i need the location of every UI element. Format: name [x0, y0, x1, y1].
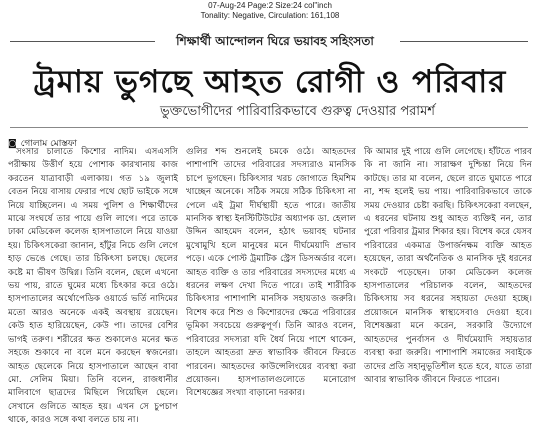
column-text: সংসার চালাতে কিশোর নাদিম। এসএসসি পরীক্ষায় উত্তীর্ণ হয়ে পোশাক কারখানায় কাজ করতেন যাত্রাবাড়ী এলাকায়। গত ১৯ জুলাই বেতন নিয়ে বাসায় ফেরার পথে ছোট ভাইকে সঙ্গে নিয়ে যাচ্ছিলেন। এ সময় পুলিশ ও শিক্ষার্থীদের মাঝে সংঘর্ষে তার পায়ে গুলি লাগে। পরে তাকে ঢাকা মেডিকেল কলেজ হাসপাতালে নিয়ে যাওয়া হয়। চিকিৎসকেরা জানান, হাঁটুর নিচে গুলি লেগে হাড় ভেঙে গেছে। তার চিকিৎসা চলছে। ছেলের কষ্টে মা ভীষণ উদ্বিগ্ন। তিনি বলেন, ছেলে এখনো ভয় পায়, রাতে ঘুমের মধ্যে চিৎকার করে ওঠে। হাসপাতালের অর্থোপেডিক ওয়ার্ডে ভর্তি নাদিমের মতো আরও অনেকে একই অবস্থায় রয়েছেন। কেউ হাত হারিয়েছেন, কেউ পা। তাদের বেশির ভাগই তরুণ। শরীরের ক্ষত শুকালেও মনের ক্ষত সহজে শুকাবে না বলে মনে করছেন স্বজনেরা। আহত ছেলেকে নিয়ে হাসপাতালে আছেন বাবা মো. সেলিম মিয়া। তিনি বলেন, রাজধানীর মালিবাগে ছাত্রদের মিছিলে গিয়েছিল ছেলে। সেখানে গুলিতে আহত হয়। এখন সে চুপচাপ থাকে, কারও সঙ্গে কথা বলতে চায় না। [8, 147, 178, 426]
byline-divider [10, 127, 528, 128]
byline-bullet-icon: ◙ [8, 139, 17, 149]
article-kicker: শিক্ষার্থী আন্দোলন ঘিরে ভয়াবহ সহিংসতা [176, 34, 374, 48]
article-headline: ট্রমায় ভুগছে আহত রোগী ও পরিবার [33, 64, 507, 100]
kicker-rule-left [10, 41, 155, 42]
article-column-1 [8, 146, 178, 436]
clipping-date-line: 07-Aug-24 Page:2 Size:24 col"inch [208, 1, 332, 10]
article-column-3 [364, 146, 532, 436]
article-deck: ভুক্তভোগীদের পারিবারিকভাবে গুরুত্ব দেওয়ার পরামর্শ [160, 104, 435, 119]
article-column-2 [186, 146, 356, 436]
clipping-stats-line: Tonality: Negative, Circulation: 161,108 [200, 11, 340, 20]
column-text: গুলির শব্দ শুনলেই চমকে ওঠে। আহতদের পাশাপাশি তাদের পরিবারের সদস্যরাও মানসিক চাপে ভুগছেন। চিকিৎসার খরচ জোগাতে হিমশিম খাচ্ছেন অনেকে। সঠিক সময়ে সঠিক চিকিৎসা না পেলে এই ট্রমা দীর্ঘস্থায়ী হতে পারে। জাতীয় মানসিক স্বাস্থ্য ইনস্টিটিউটের অধ্যাপক ডা. হেলাল উদ্দিন আহমেদ বলেন, হঠাৎ ভয়াবহ ঘটনার মুখোমুখি হলে মানুষের মনে দীর্ঘমেয়াদি প্রভাব পড়ে। একে পোস্ট ট্রমাটিক স্ট্রেস ডিসঅর্ডার বলে। আহত ব্যক্তি ও তার পরিবারের সদস্যদের মধ্যে এ ধরনের লক্ষণ দেখা দিতে পারে। তাই শারীরিক চিকিৎসার পাশাপাশি মানসিক সহায়তাও জরুরি। বিশেষ করে শিশু ও কিশোরদের ক্ষেত্রে পরিবারের ভূমিকা সবচেয়ে গুরুত্বপূর্ণ। তিনি আরও বলেন, পরিবারের সদস্যরা যদি ধৈর্য নিয়ে পাশে থাকেন, তাহলে আহতরা দ্রুত স্বাভাবিক জীবনে ফিরতে পারবেন। আহতদের কাউন্সেলিংয়ের ব্যবস্থা করা প্রয়োজন। হাসপাতালগুলোতে মনোরোগ বিশেষজ্ঞের সংখ্যা বাড়ানো দরকার। [186, 147, 356, 399]
byline-author: গোলাম মোস্তফা [20, 139, 77, 149]
kicker-rule-right [400, 41, 528, 42]
column-text: কি আমার দুই পায়ে গুলি লেগেছে। হাঁটতে পারব কি না জানি না। সারাক্ষণ দুশ্চিন্তা নিয়ে দিন কাটছে। তার মা বলেন, ছেলে রাতে ঘুমাতে পারে না, শব্দ হলেই ভয় পায়। পারিবারিকভাবে তাকে সময় দেওয়ার চেষ্টা করছি। চিকিৎসকেরা বলছেন, এ ধরনের ঘটনায় শুধু আহত ব্যক্তিই নন, তার পুরো পরিবার ট্রমার শিকার হয়। বিশেষ করে যেসব পরিবারের একমাত্র উপার্জনক্ষম ব্যক্তি আহত হয়েছেন, তারা অর্থনৈতিক ও মানসিক দুই ধরনের সংকটে পড়েছেন। ঢাকা মেডিকেল কলেজ হাসপাতালের পরিচালক বলেন, আহতদের চিকিৎসায় সব ধরনের সহায়তা দেওয়া হচ্ছে। প্রয়োজনে মানসিক স্বাস্থ্যসেবাও দেওয়া হবে। বিশেষজ্ঞরা মনে করেন, সরকারি উদ্যোগে আহতদের পুনর্বাসন ও দীর্ঘমেয়াদি সহায়তার ব্যবস্থা করা জরুরি। পাশাপাশি সমাজের সবাইকে তাদের প্রতি সহানুভূতিশীল হতে হবে, যাতে তারা আবার স্বাভাবিক জীবনে ফিরতে পারেন। [364, 147, 532, 385]
